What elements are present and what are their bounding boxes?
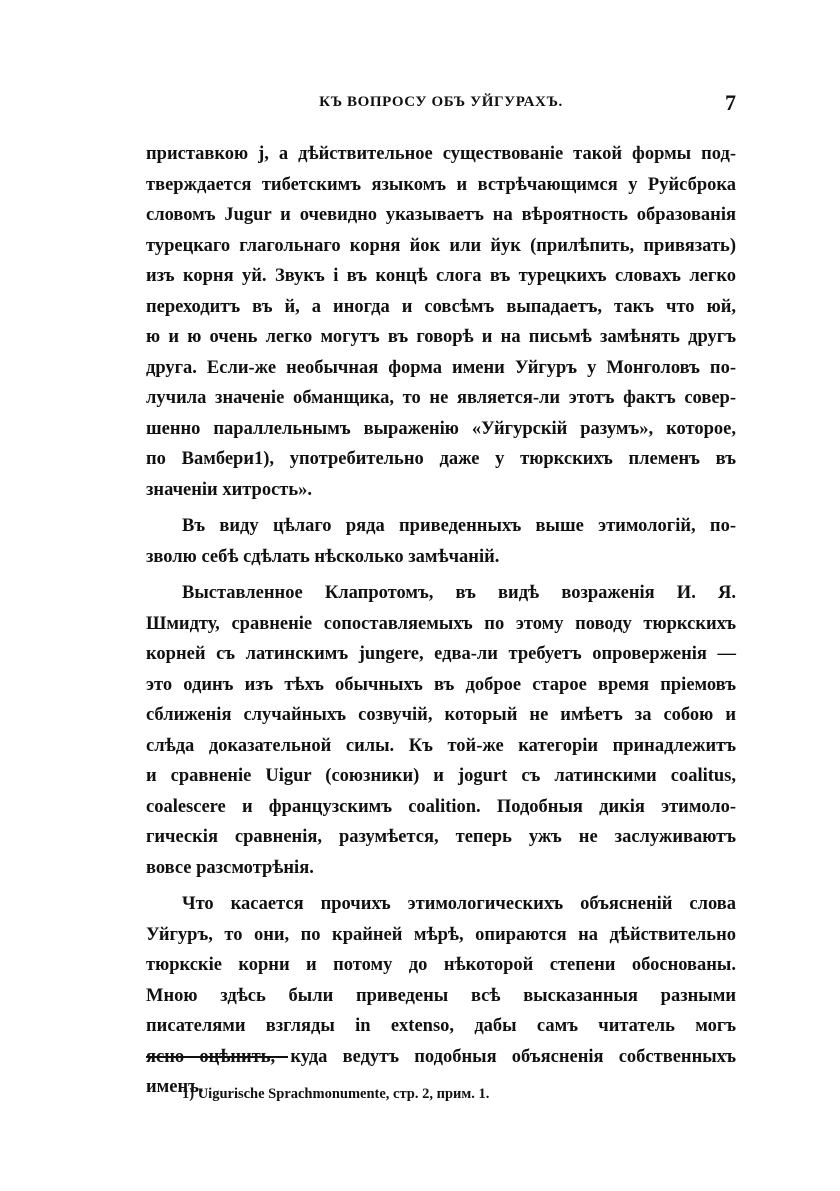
text-line: и сравненіе Uigur (союзники) и jogurt съ латинскими coalitus,	[146, 766, 736, 786]
text-line: Мною здѣсь были приведены всѣ высказанныя разными	[146, 985, 736, 1006]
text-line: слѣда доказательной силы. Къ той-же категоріи принадлежитъ	[146, 735, 736, 756]
text-line: изъ корня уй. Звукъ і въ концѣ слога въ турецкихъ словахъ легко	[146, 266, 736, 286]
text-line: зволю себѣ сдѣлать нѣсколько замѣчаній.	[146, 546, 500, 567]
text-line: это одинъ изъ тѣхъ обычныхъ въ доброе старое время пріемовъ	[146, 674, 736, 695]
body-text	[146, 139, 736, 1103]
text-line: тверждается тибетскимъ языкомъ и встрѣчающимся у Руйсброка	[146, 174, 736, 195]
footnote-divider	[146, 1056, 288, 1058]
paragraph-3	[146, 578, 736, 883]
text-line: друга. Если-же необычная форма имени Уйгуръ у Монголовъ по-	[146, 357, 736, 378]
text-line: значеніи хитрость».	[146, 479, 313, 500]
text-line: сближенія случайныхъ созвучій, который не имѣетъ за собою и	[146, 705, 736, 725]
paragraph-1	[146, 139, 736, 505]
text-line: словомъ Jugur и очевидно указываетъ на вѣроятность образованія	[146, 205, 736, 225]
text-line: переходитъ въ й, а иногда и совсѣмъ выпадаетъ, такъ что юй,	[146, 296, 736, 317]
text-line: вовсе разсмотрѣнія.	[146, 857, 314, 878]
footnote: 1) Uigurische Sprachmonumente, стр. 2, прим. 1.	[182, 1086, 490, 1102]
running-title: КЪ ВОПРОСУ ОБЪ УЙГУРАХЪ.	[319, 94, 563, 110]
text-line: гическія сравненія, разумѣется, теперь ужъ не заслуживаютъ	[146, 827, 736, 847]
text-line: Что касается прочихъ этимологическихъ объясненій слова	[182, 894, 736, 914]
text-line: именъ.	[146, 1077, 204, 1097]
text-line: турецкаго глагольнаго корня йок или йук (прилѣпить, привязать)	[146, 235, 736, 256]
text-line: корней съ латинскимъ jungere, едва-ли требуетъ опроверженія —	[146, 644, 736, 664]
paragraph-2	[146, 511, 736, 572]
text-line: приставкою j, а дѣйствительное существованіе такой формы под-	[146, 144, 736, 164]
text-line: Въ виду цѣлаго ряда приведенныхъ выше этимологій, по-	[182, 516, 736, 536]
text-line: ю и ю очень легко могутъ въ говорѣ и на письмѣ замѣнять другъ	[146, 327, 736, 347]
text-line: Выставленное Клапротомъ, въ видѣ возраженія И. Я.	[182, 583, 736, 603]
text-line: писателями взгляды in extenso, дабы самъ читатель могъ	[146, 1016, 736, 1036]
paragraph-4	[146, 889, 736, 1103]
text-line: лучила значеніе обманщика, то не является-ли этотъ фактъ совер-	[146, 388, 736, 408]
page-number: 7	[725, 90, 736, 115]
text-line: Уйгуръ, то они, по крайней мѣрѣ, опираются на дѣйствительно	[146, 924, 736, 945]
text-line: по Вамбери1), употребительно даже у тюркскихъ племенъ въ	[146, 449, 736, 469]
text-line: ясно оцѣнить, куда ведутъ подобныя объясненія собственныхъ	[146, 1046, 736, 1067]
running-head	[146, 92, 736, 116]
text-line: coalescere и французскимъ coalition. Подобныя дикія этимоло-	[146, 796, 736, 817]
text-line: Шмидту, сравненіе сопоставляемыхъ по этому поводу тюркскихъ	[146, 613, 736, 634]
text-line: тюркскіе корни и потому до нѣкоторой степени обоснованы.	[146, 955, 736, 975]
text-line: шенно параллельнымъ выраженію «Уйгурскій разумъ», которое,	[146, 418, 736, 439]
